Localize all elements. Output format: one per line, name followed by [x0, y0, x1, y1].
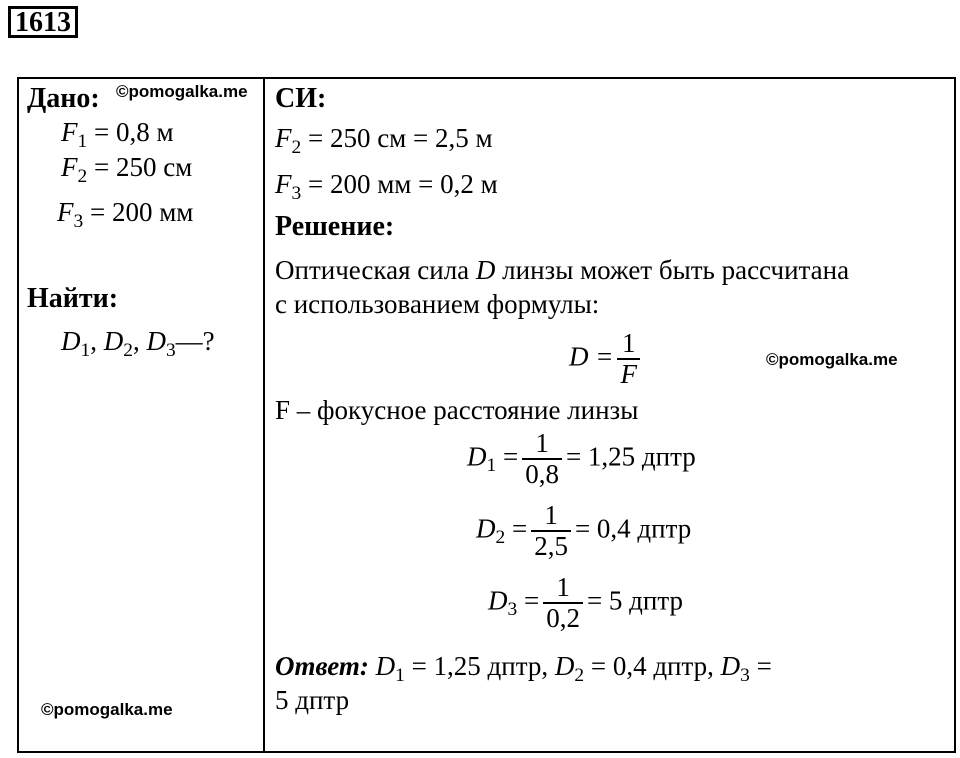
d3-sub: 3 — [507, 599, 518, 621]
intro-var: D — [475, 255, 496, 285]
si-f3-label: F — [275, 169, 292, 199]
si-f2-sub: 2 — [291, 136, 302, 158]
d1-eq: = — [502, 441, 519, 472]
d2-numerator: 1 — [531, 501, 571, 532]
answer-d1-label: D — [375, 651, 396, 681]
formula-denominator: F — [620, 359, 637, 390]
find-suffix: —? — [175, 326, 215, 356]
intro-text-post: линзы может быть рассчитана — [495, 255, 850, 285]
d1-sub: 1 — [486, 455, 497, 477]
given-title: Дано: — [27, 83, 100, 114]
given-f1 — [61, 117, 174, 153]
solution-note: F – фокусное расстояние линзы — [275, 395, 639, 425]
d3-numerator: 1 — [543, 573, 583, 604]
find-d1-sub: 1 — [80, 339, 91, 361]
answer-d1-value: = 1,25 дптр, — [404, 651, 555, 681]
formula-main — [569, 329, 644, 389]
d3-fraction — [543, 573, 583, 633]
answer-line2: 5 дптр — [275, 685, 350, 715]
answer-d1-sub: 1 — [395, 664, 405, 686]
answer-d2-value: = 0,4 дптр, — [584, 651, 721, 681]
d1-result: = 1,25 дптр — [565, 441, 696, 472]
answer-d3-label: D — [720, 651, 741, 681]
solution-d1 — [467, 429, 696, 489]
answer-d2-label: D — [554, 651, 575, 681]
si-title: СИ: — [275, 83, 327, 114]
given-f2-value: = 250 см — [93, 152, 193, 182]
d1-fraction — [522, 429, 562, 489]
si-f2 — [275, 123, 493, 159]
watermark-right: ©pomogalka.me — [766, 350, 898, 369]
find-title: Найти: — [27, 283, 119, 314]
solution-table — [17, 77, 956, 753]
d1-denominator: 0,8 — [525, 459, 559, 490]
find-list: $D_1$, $D_2$, $D_3—$? — [61, 326, 215, 361]
d3-eq: = — [523, 585, 540, 616]
problem-number: 1613 — [8, 6, 78, 38]
given-f1-value: = 0,8 м — [93, 117, 174, 147]
d3-label: D — [488, 585, 508, 616]
d2-sub: 2 — [495, 527, 506, 549]
d2-eq: = — [511, 513, 528, 544]
si-f3-sub: 3 — [291, 182, 302, 204]
answer-d3-value: = — [749, 651, 772, 681]
given-f1-sub: 1 — [77, 130, 88, 152]
find-d2-sub: 2 — [123, 339, 133, 361]
watermark-top: ©pomogalka.me — [116, 82, 248, 101]
given-f2-sub: 2 — [77, 165, 88, 187]
given-f2-label: F — [61, 152, 78, 182]
answer-line1 — [275, 651, 772, 687]
si-f2-value: = 250 см = 2,5 м — [307, 123, 493, 153]
solution-intro-line2: с использованием формулы: — [275, 289, 600, 319]
answer-d3-sub: 3 — [740, 664, 750, 686]
d2-fraction — [531, 501, 571, 561]
answer-label: Ответ: — [275, 651, 369, 681]
watermark-bottom-left: ©pomogalka.me — [41, 700, 173, 719]
intro-text-pre: Оптическая сила — [275, 255, 476, 285]
given-f1-label: F — [61, 117, 78, 147]
d2-denominator: 2,5 — [534, 531, 568, 562]
column-divider — [263, 79, 265, 751]
given-f3-label: F — [57, 197, 74, 227]
si-f2-label: F — [275, 123, 292, 153]
solution-title: Решение: — [275, 211, 395, 242]
formula-numerator: 1 — [617, 329, 640, 360]
si-f3 — [275, 169, 498, 205]
formula-fraction — [617, 329, 640, 389]
solution-d2 — [476, 501, 691, 561]
given-f3-sub: 3 — [73, 210, 84, 232]
d1-label: D — [467, 441, 487, 472]
find-d2-label: D — [103, 326, 124, 356]
formula-lhs: D = — [569, 341, 614, 372]
find-d1-label: D — [61, 326, 81, 356]
given-f3-value: = 200 мм — [89, 197, 194, 227]
solution-intro-line1 — [275, 255, 849, 286]
d3-result: = 5 дптр — [586, 585, 683, 616]
solution-d3 — [488, 573, 683, 633]
given-f2 — [61, 152, 192, 188]
si-f3-value: = 200 мм = 0,2 м — [307, 169, 498, 199]
find-d3-sub: 3 — [165, 339, 176, 361]
given-f3 — [57, 197, 193, 233]
d1-numerator: 1 — [522, 429, 562, 460]
answer-d2-sub: 2 — [574, 664, 585, 686]
d2-label: D — [476, 513, 496, 544]
d3-denominator: 0,2 — [546, 603, 580, 634]
find-d3-label: D — [146, 326, 166, 356]
d2-result: = 0,4 дптр — [574, 513, 692, 544]
